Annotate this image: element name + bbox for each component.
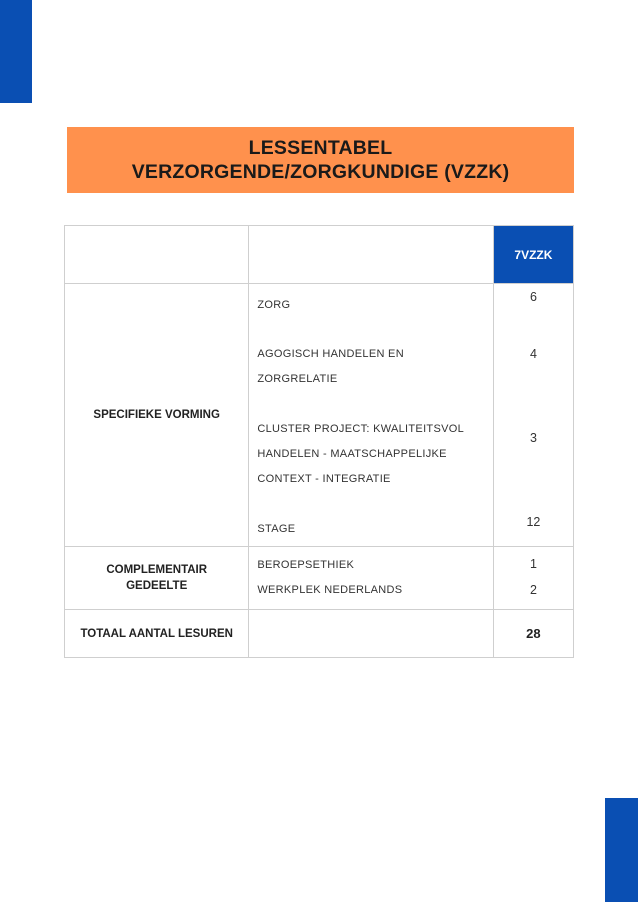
header-empty-cell-2 bbox=[249, 226, 493, 284]
subject-cluster-project: CLUSTER PROJECT: KWALITEITSVOL HANDELEN - MAATSCHAPPELIJKE CONTEXT - INTEGRATIE bbox=[257, 423, 464, 485]
category-complementair-line-2: GEDEELTE bbox=[126, 580, 188, 592]
subjects-specifieke-cell bbox=[249, 284, 493, 547]
table-row-specifieke bbox=[65, 284, 574, 547]
table-row-complementair bbox=[65, 547, 574, 610]
total-label: TOTAAL AANTAL LESUREN bbox=[65, 610, 249, 658]
page-title bbox=[67, 127, 574, 193]
total-hours: 28 bbox=[493, 610, 573, 658]
hours-specifieke-cell bbox=[493, 284, 573, 547]
subject-agogisch-handelen: AGOGISCH HANDELEN EN ZORGRELATIE bbox=[257, 348, 404, 385]
title-line-2: VERZORGENDE/ZORGKUNDIGE (VZZK) bbox=[131, 161, 510, 183]
subject-zorg: ZORG bbox=[257, 299, 291, 311]
header-class-code: 7VZZK bbox=[493, 226, 573, 284]
category-complementair-line-1: COMPLEMENTAIR bbox=[106, 564, 208, 576]
hours-beroepsethiek: 1 bbox=[529, 557, 537, 571]
hours-werkplek-nederlands: 2 bbox=[529, 583, 537, 597]
subjects-complementair-cell bbox=[249, 547, 493, 610]
hours-agogisch-handelen: 4 bbox=[529, 347, 537, 361]
total-empty-cell bbox=[249, 610, 493, 658]
subject-werkplek-nederlands: WERKPLEK NEDERLANDS bbox=[257, 584, 403, 596]
header-empty-cell-1 bbox=[65, 226, 249, 284]
title-line-1: LESSENTABEL bbox=[248, 137, 393, 159]
table-row-total bbox=[65, 610, 574, 658]
corner-decoration-bottom bbox=[605, 798, 638, 902]
category-specifieke-vorming: SPECIFIEKE VORMING bbox=[65, 284, 249, 547]
hours-stage: 12 bbox=[526, 515, 541, 529]
subject-beroepsethiek: BEROEPSETHIEK bbox=[257, 559, 355, 571]
lesson-table bbox=[64, 225, 574, 658]
table-header-row bbox=[65, 226, 574, 284]
hours-zorg: 6 bbox=[529, 290, 537, 304]
hours-complementair-cell bbox=[493, 547, 573, 610]
category-complementair-gedeelte bbox=[65, 547, 249, 610]
hours-cluster-project: 3 bbox=[529, 431, 537, 445]
subject-stage: STAGE bbox=[257, 523, 296, 535]
corner-decoration-top bbox=[0, 0, 32, 103]
